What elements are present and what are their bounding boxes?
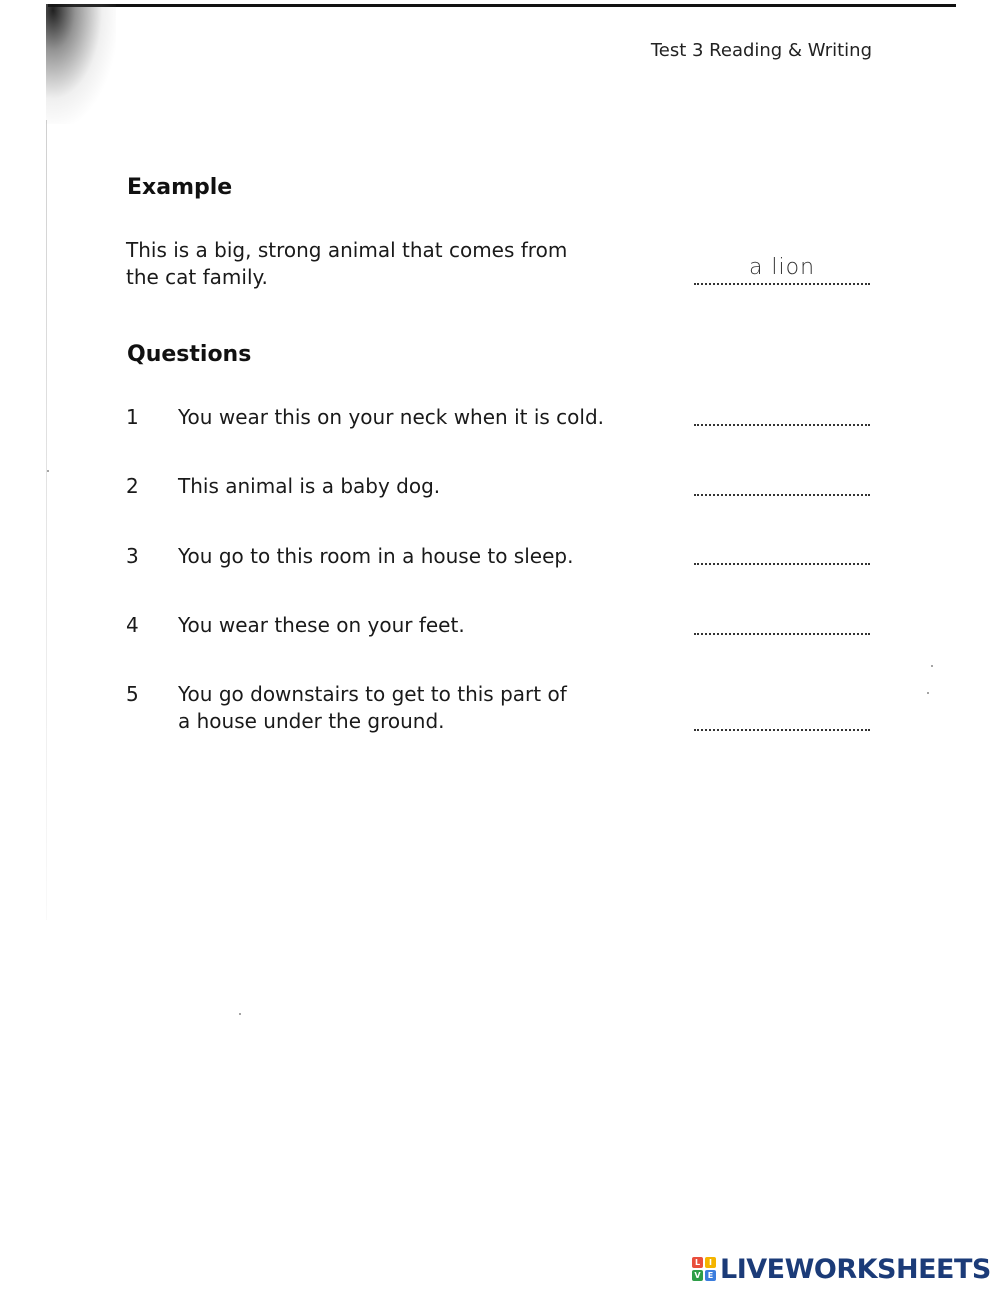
logo-text: LIVEWORKSHEETS: [720, 1253, 991, 1285]
answer-field-4[interactable]: [694, 633, 870, 635]
page-header-title: Test 3 Reading & Writing: [650, 40, 872, 61]
question-number: 3: [126, 544, 139, 568]
scan-edge: [46, 120, 47, 920]
liveworksheets-logo: [692, 1254, 991, 1284]
scan-shadow: [46, 4, 116, 124]
example-answer-line: [694, 283, 870, 285]
question-text-line: a house under the ground.: [178, 709, 445, 733]
question-text: [178, 473, 638, 500]
example-answer: a lion: [748, 255, 816, 280]
question-text-line: This animal is a baby dog.: [178, 474, 441, 498]
question-text: [178, 543, 638, 570]
example-prompt-line: This is a big, strong animal that comes from: [126, 238, 568, 262]
answer-field-3[interactable]: [694, 563, 870, 565]
scan-speck: [927, 692, 929, 694]
logo-mark-tile: L: [692, 1257, 703, 1268]
logo-mark-tile: E: [705, 1270, 716, 1281]
question-text-line: You wear this on your neck when it is cold.: [178, 405, 604, 429]
questions-heading: Questions: [127, 342, 252, 367]
scan-speck: [239, 1013, 241, 1015]
question-text: [178, 404, 638, 431]
example-heading: Example: [127, 175, 233, 200]
question-number: 1: [126, 405, 139, 429]
logo-mark-icon: [692, 1257, 716, 1281]
answer-field-2[interactable]: [694, 494, 870, 496]
question-text-line: You go downstairs to get to this part of: [178, 682, 567, 706]
question-text: [178, 612, 638, 639]
scan-speck: [47, 470, 49, 472]
question-text-line: You go to this room in a house to sleep.: [178, 544, 574, 568]
question-text-line: You wear these on your feet.: [178, 613, 465, 637]
scan-speck: [931, 665, 933, 667]
question-text: [178, 681, 638, 735]
page-top-border: [48, 4, 956, 7]
answer-field-1[interactable]: [694, 424, 870, 426]
question-number: 4: [126, 613, 139, 637]
question-number: 5: [126, 682, 139, 706]
answer-field-5[interactable]: [694, 729, 870, 731]
logo-mark-tile: V: [692, 1270, 703, 1281]
logo-mark-tile: I: [705, 1257, 716, 1268]
example-prompt: [126, 237, 606, 291]
example-prompt-line: the cat family.: [126, 265, 268, 289]
question-number: 2: [126, 474, 139, 498]
